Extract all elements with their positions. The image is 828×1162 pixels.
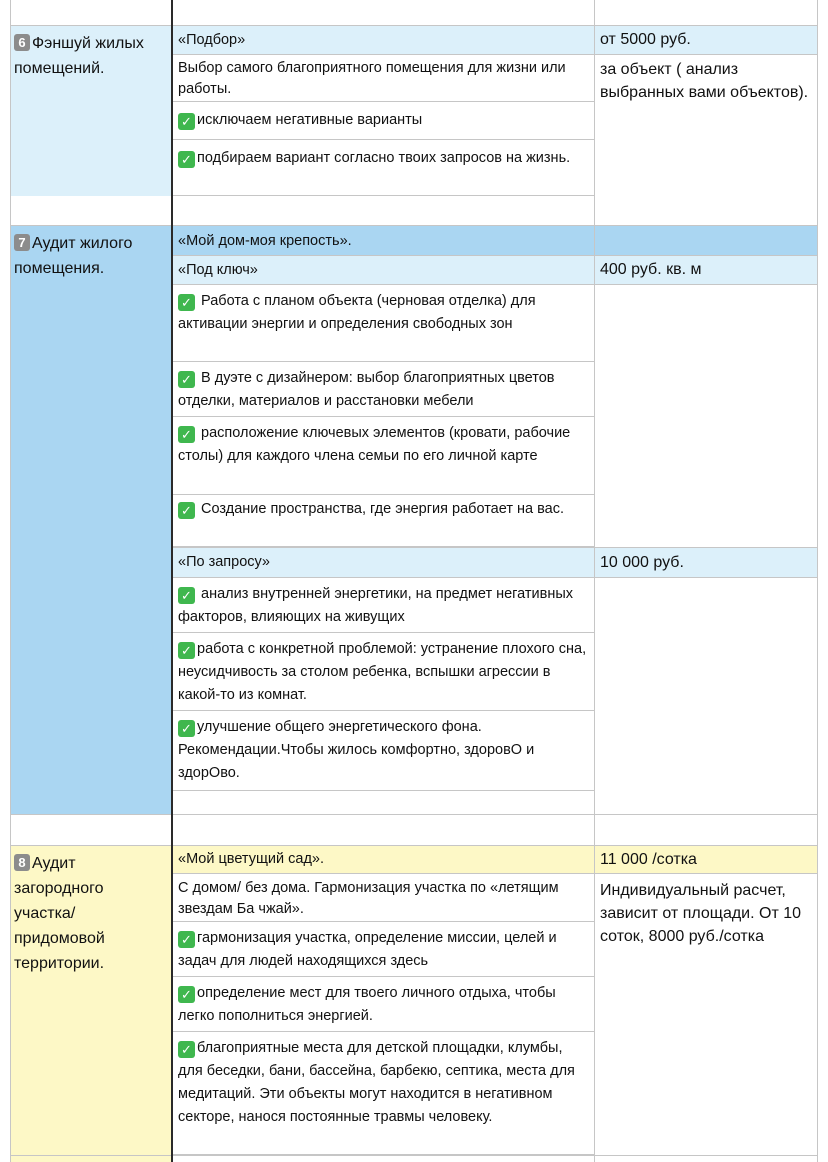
number-badge-icon: 8 bbox=[14, 854, 30, 871]
list-item: ✓ определение мест для твоего личного отдыха, чтобы легко пополниться энергией. bbox=[173, 977, 594, 1032]
check-mark-icon: ✓ bbox=[178, 931, 195, 948]
section-6-title: Фэншуй жилых помещений. bbox=[14, 35, 144, 77]
list-item: ✓ благоприятные места для детской площадки, клумбы, для беседки, бани, бассейна, барбекю, септика, места для медитаций. Эти объекты могут находится в негативном секторе, нанося постоянные травмы человеку. bbox=[173, 1032, 594, 1155]
section-7-header: «Мой дом-моя крепость». bbox=[173, 226, 818, 256]
section-8-header-price-cell: 11 000 /сотка bbox=[595, 846, 818, 874]
list-item: ✓ Создание пространства, где энергия работает на вас. bbox=[173, 495, 594, 547]
check-mark-icon: ✓ bbox=[178, 113, 195, 130]
section-6-header-price: от 5000 руб. bbox=[600, 31, 691, 48]
number-badge-icon: 7 bbox=[14, 234, 30, 251]
check-mark-icon: ✓ bbox=[178, 720, 195, 737]
section-6-header-title: «Подбор» bbox=[178, 32, 246, 48]
package-under-key-price-cell: 400 руб. кв. м bbox=[595, 256, 818, 285]
package-under-key-header: «Под ключ» bbox=[173, 256, 594, 285]
package-on-request-price-cell: 10 000 руб. bbox=[595, 547, 818, 578]
section-6-price-note: за объект ( анализ выбранных вами объектов). bbox=[600, 61, 809, 101]
section-8-header: «Мой цветущий сад». bbox=[173, 846, 594, 874]
section-7-title: Аудит жилого помещения. bbox=[14, 235, 133, 277]
section-6-title-cell bbox=[10, 26, 171, 196]
list-item: ✓ В дуэте с дизайнером: выбор благоприятных цветов отделки, материалов и расстановки мебели bbox=[173, 362, 594, 417]
check-mark-icon: ✓ bbox=[178, 642, 195, 659]
section-6-header bbox=[173, 26, 594, 55]
section-7-title-cell bbox=[10, 226, 171, 814]
list-item: ✓ анализ внутренней энергетики, на предмет негативных факторов, влияющих на живущих bbox=[173, 578, 594, 633]
check-mark-icon: ✓ bbox=[178, 294, 195, 311]
section-8-title-cell bbox=[10, 846, 171, 1162]
section-8-price-note: Индивидуальный расчет, зависит от площади. От 10 соток, 8000 руб./сотка bbox=[600, 882, 802, 945]
check-mark-icon: ✓ bbox=[178, 426, 195, 443]
check-mark-icon: ✓ bbox=[178, 986, 195, 1003]
list-item: ✓ исключаем негативные варианты bbox=[173, 102, 594, 140]
check-mark-icon: ✓ bbox=[178, 1041, 195, 1058]
check-mark-icon: ✓ bbox=[178, 587, 195, 604]
check-mark-icon: ✓ bbox=[178, 371, 195, 388]
list-item: ✓ улучшение общего энергетического фона. Рекомендации.Чтобы жилось комфортно, здоровО и здорОво. bbox=[173, 711, 594, 791]
section-6-header-price-cell bbox=[595, 26, 818, 55]
list-item: ✓ гармонизация участка, определение миссии, целей и задач для людей находящихся здесь bbox=[173, 922, 594, 977]
section-6-description: Выбор самого благоприятного помещения для жизни или работы. bbox=[173, 55, 594, 102]
list-item: ✓ расположение ключевых элементов (кровати, рабочие столы) для каждого члена семьи по его личной карте bbox=[173, 417, 594, 495]
number-badge-icon: 6 bbox=[14, 34, 30, 51]
package-on-request-header: «По запросу» bbox=[173, 547, 594, 578]
section-8-description: С домом/ без дома. Гармонизация участка по «летящим звездам Ба чжай». bbox=[173, 874, 594, 922]
column-divider bbox=[171, 0, 173, 1162]
section-8-title: Аудит загородного участка/ придомовой территории. bbox=[14, 855, 105, 972]
list-item: ✓ Работа с планом объекта (черновая отделка) для активации энергии и определения свободных зон bbox=[173, 285, 594, 362]
check-mark-icon: ✓ bbox=[178, 151, 195, 168]
list-item: ✓ подбираем вариант согласно твоих запросов на жизнь. bbox=[173, 140, 594, 196]
check-mark-icon: ✓ bbox=[178, 502, 195, 519]
list-item: ✓ работа с конкретной проблемой: устранение плохого сна, неусидчивость за столом ребенка, вспышки агрессии в какой-то из комнат. bbox=[173, 633, 594, 711]
